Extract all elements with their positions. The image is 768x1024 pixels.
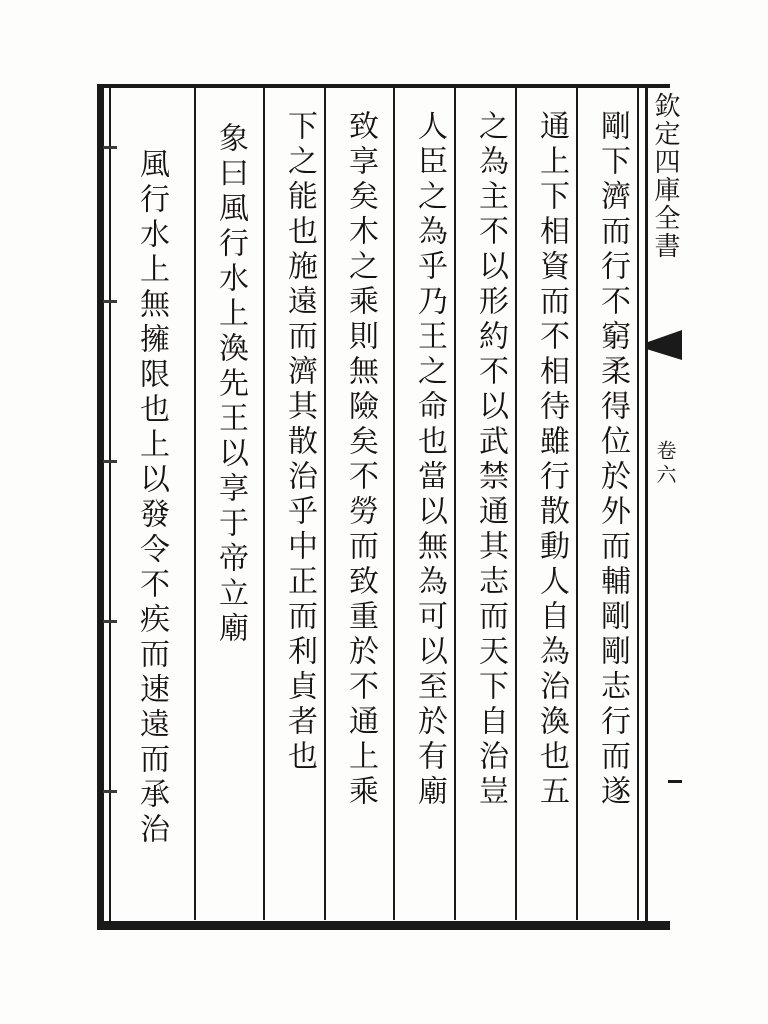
margin-dash: [103, 790, 117, 793]
volume-label: 卷六: [653, 440, 677, 488]
fold-tick-icon: [668, 780, 682, 783]
text-column-5: 致享矣木之乘則無險矣不勞而致重於不通上乘: [343, 110, 378, 810]
margin-dash: [103, 620, 117, 623]
margin-dash: [103, 146, 117, 149]
column-rule: [194, 88, 196, 920]
text-column-7: 象曰風行水上渙先王以享于帝立廟: [213, 122, 248, 647]
margin-dash: [103, 460, 117, 463]
text-column-8: 風行水上無擁限也上以發令不疾而速遠而承治: [134, 148, 169, 848]
text-column-2: 通上下相資而不相待雖行散動人自為治渙也五: [534, 110, 569, 810]
column-rule: [393, 88, 395, 920]
column-rule: [263, 88, 265, 920]
margin-dash: [103, 300, 117, 303]
text-column-4: 人臣之為乎乃王之命也當以無為可以至於有廟: [412, 110, 447, 810]
series-title: 欽定四庫全書: [650, 92, 680, 260]
text-column-6: 下之能也施遠而濟其散治乎中正而利貞者也: [282, 110, 317, 775]
text-column-3: 之為主不以形約不以武禁通其志而天下自治豈: [473, 110, 508, 810]
text-column-1: 剛下濟而行不窮柔得位於外而輔剛剛志行而遂: [595, 110, 630, 810]
